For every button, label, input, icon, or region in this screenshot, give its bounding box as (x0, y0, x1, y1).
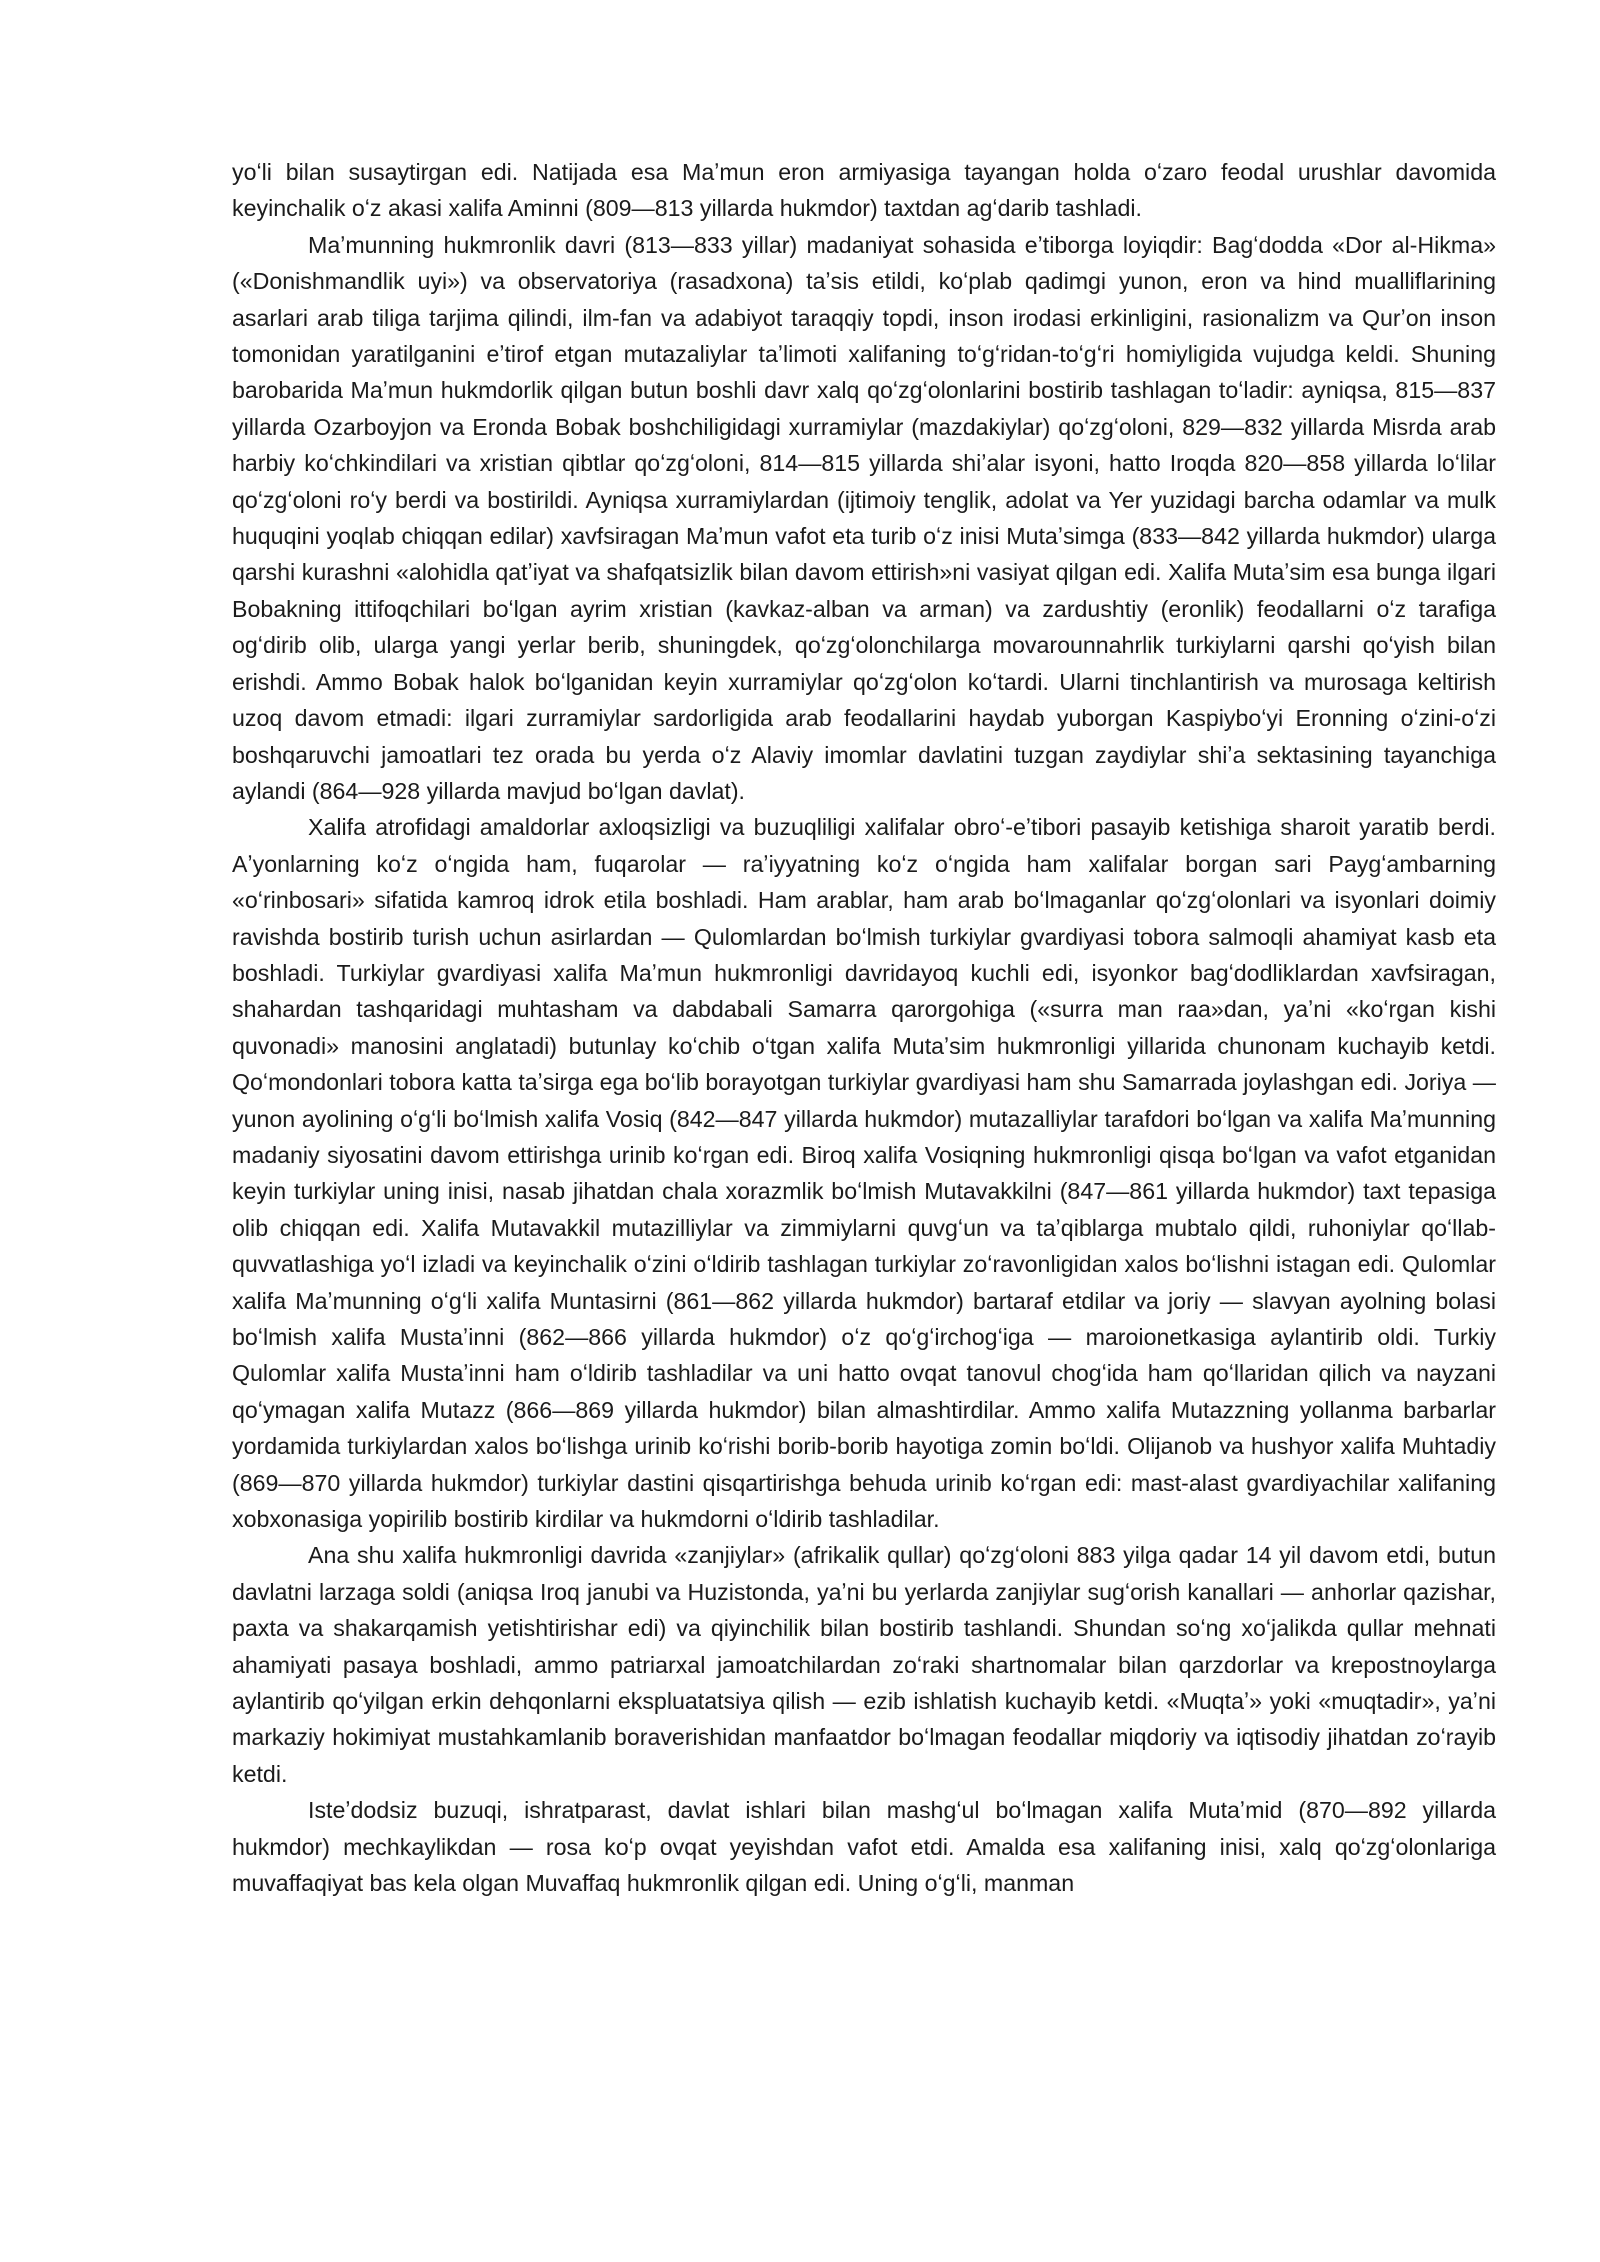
paragraph-1: yoʻli bilan susaytirgan edi. Natijada esa Maʼmun eron armiyasiga tayangan holda oʻzaro feodal urushlar davomida keyinchalik oʻz akasi xalifa Aminni (809—813 yillarda hukmdor) taxtdan agʻdarib tashladi. (232, 159, 1496, 222)
paragraph-5: Isteʼdodsiz buzuqi, ishratparast, davlat ishlari bilan mashgʻul boʻlmagan xalifa Mutaʼmid (870—892 yillarda hukmdor) mechkaylikdan — rosa koʻp ovqat yeyishdan vafot etdi. Amalda esa xalifaning inisi, xalq qoʻzgʻolonlariga muvaffaqiyat bas kela olgan Muvaffaq hukmronlik qilgan edi. Uning oʻgʻli, manman (232, 1797, 1496, 1897)
paragraph-4: Ana shu xalifa hukmronligi davrida «zanjiylar» (afrikalik qullar) qoʻzgʻoloni 883 yilga qadar 14 yil davom etdi, butun davlatni larzaga soldi (aniqsa Iroq janubi va Huzistonda, yaʼni bu yerlarda zanjiylar sugʻorish kanallari — anhorlar qazishar, paxta va shakarqamish yetishtirishar edi) va qiyinchilik bilan bostirib tashlandi. Shundan soʻng xoʻjalikda qullar mehnati ahamiyati pasaya boshladi, ammo patriarxal jamoatchilardan zoʻraki shartnomalar bilan qarzdorlar va krepostnoylarga aylantirib qoʻyilgan erkin dehqonlarni ekspluatatsiya qilish — ezib ishlatish kuchayib ketdi. «Muqtaʼ» yoki «muqtadir», yaʼni markaziy hokimiyat mustahkamlanib boraverishidan manfaatdor boʻlmagan feodallar miqdoriy va iqtisodiy jihatdan zoʻrayib ketdi. (232, 1542, 1496, 1787)
paragraph-3: Xalifa atrofidagi amaldorlar axloqsizligi va buzuqliligi xalifalar obroʻ-eʼtibori pasayib ketishiga sharoit yaratib berdi. Aʼyonlarning koʻz oʻngida ham, fuqarolar — raʼiyyatning koʻz oʻngida ham xalifalar borgan sari Paygʻambarning «oʻrinbosari» sifatida kamroq idrok etila boshladi. Ham arablar, ham arab boʻlmaganlar qoʻzgʻolonlari va isyonlari doimiy ravishda bostirib turish uchun asirlardan — Qulomlardan boʻlmish turkiylar gvardiyasi tobora salmoqli ahamiyat kasb eta boshladi. Turkiylar gvardiyasi xalifa Maʼmun hukmronligi davridayoq kuchli edi, isyonkor bagʻdodliklardan xavfsiragan, shahardan tashqaridagi muhtasham va dabdabali Samarra qarorgohiga («surra man raa»dan, yaʼni «koʻrgan kishi quvonadi» manosini anglatadi) butunlay koʻchib oʻtgan xalifa Mutaʼsim hukmronligi yillarida chunonam kuchayib ketdi. Qoʻmondonlari tobora katta taʼsirga ega boʻlib borayotgan turkiylar gvardiyasi ham shu Samarrada joylashgan edi. Joriya — yunon ayolining oʻgʻli boʻlmish xalifa Vosiq (842—847 yillarda hukmdor) mutazalliylar tarafdori boʻlgan va xalifa Maʼmunning madaniy siyosatini davom ettirishga urinib koʻrgan edi. Biroq xalifa Vosiqning hukmronligi qisqa boʻlgan va vafot etganidan keyin turkiylar uning inisi, nasab jihatdan chala xorazmlik boʻlmish Mutavakkilni (847—861 yillarda hukmdor) taxt tepasiga olib chiqqan edi. Xalifa Mutavakkil mutazilliylar va zimmiylarni quvgʻun va taʼqiblarga mubtalo qildi, ruhoniylar qoʻllab-quvvatlashiga yoʻl izladi va keyinchalik oʻzini oʻldirib tashlagan turkiylar zoʻravonligidan xalos boʻlishni istagan edi. Qulomlar xalifa Maʼmunning oʻgʻli xalifa Muntasirni (861—862 yillarda hukmdor) bartaraf etdilar va joriy — slavyan ayolning bolasi boʻlmish xalifa Mustaʼinni (862—866 yillarda hukmdor) oʻz qoʻgʻirchogʻiga — maroionetkasiga aylantirib oldi. Turkiy Qulomlar xalifa Mustaʼinni ham oʻldirib tashladilar va uni hatto ovqat tanovul chogʻida ham qoʻllaridan qilich va nayzani qoʻymagan xalifa Mutazz (866—869 yillarda hukmdor) bilan almashtirdilar. Ammo xalifa Mutazzning yollanma barbarlar yordamida turkiylardan xalos boʻlishga urinib koʻrishi borib-borib hayotiga zomin boʻldi. Olijanob va hushyor xalifa Muhtadiy (869—870 yillarda hukmdor) turkiylar dastini qisqartirishga behuda urinib koʻrgan edi: mast-alast gvardiyachilar xalifaning xobxonasiga yopirilib bostirib kirdilar va hukmdorni oʻldirib tashladilar. (232, 814, 1496, 1533)
paragraph-2: Maʼmunning hukmronlik davri (813—833 yillar) madaniyat sohasida eʼtiborga loyiqdir: Bagʻdodda «Dor al-Hikma» («Donishmandlik uyi») va observatoriya (rasadxona) taʼsis etildi, koʻplab qadimgi yunon, eron va hind mualliflarining asarlari arab tiliga tarjima qilindi, ilm-fan va adabiyot taraqqiy topdi, inson irodasi erkinligini, rasionalizm va Qurʼon inson tomonidan yaratilganini eʼtirof etgan mutazaliylar taʼlimoti xalifaning toʻgʻridan-toʻgʻri homiyligida vujudga keldi. Shuning barobarida Maʼmun hukmdorlik qilgan butun boshli davr xalq qoʻzgʻolonlarini bostirib tashlagan toʻladir: ayniqsa, 815—837 yillarda Ozarboyjon va Eronda Bobak boshchiligidagi xurramiylar (mazdakiylar) qoʻzgʻoloni, 829—832 yillarda Misrda arab harbiy koʻchkindilari va xristian qibtlar qoʻzgʻoloni, 814—815 yillarda shiʼalar isyoni, hatto Iroqda 820—858 yillarda loʻlilar qoʻzgʻoloni roʻy berdi va bostirildi. Ayniqsa xurramiylardan (ijtimoiy tenglik, adolat va Yer yuzidagi barcha odamlar va mulk huquqini yoqlab chiqqan edilar) xavfsiragan Maʼmun vafot eta turib oʻz inisi Mutaʼsimga (833—842 yillarda hukmdor) ularga qarshi kurashni «alohidla qatʼiyat va shafqatsizlik bilan davom ettirish»ni vasiyat qilgan edi. Xalifa Mutaʼsim esa bunga ilgari Bobakning ittifoqchilari boʻlgan ayrim xristian (kavkaz-alban va arman) va zardushtiy (eronlik) feodallarni oʻz tarafiga ogʻdirib olib, ularga yangi yerlar berib, shuningdek, qoʻzgʻolonchilarga movarounnahrlik turkiylarni qarshi qoʻyish bilan erishdi. Ammo Bobak halok boʻlganidan keyin xurramiylar qoʻzgʻolon koʻtardi. Ularni tinchlantirish va murosaga keltirish uzoq davom etmadi: ilgari zurramiylar sardorligida arab feodallarini haydab yuborgan Kaspiyboʻyi Eronning oʻzini-oʻzi boshqaruvchi jamoatlari tez orada bu yerda oʻz Alaviy imomlar davlatini tuzgan zaydiylar shiʼa sektasining tayanchiga aylandi (864—928 yillarda mavjud boʻlgan davlat). (232, 231, 1496, 804)
document-page (232, 154, 1496, 1902)
